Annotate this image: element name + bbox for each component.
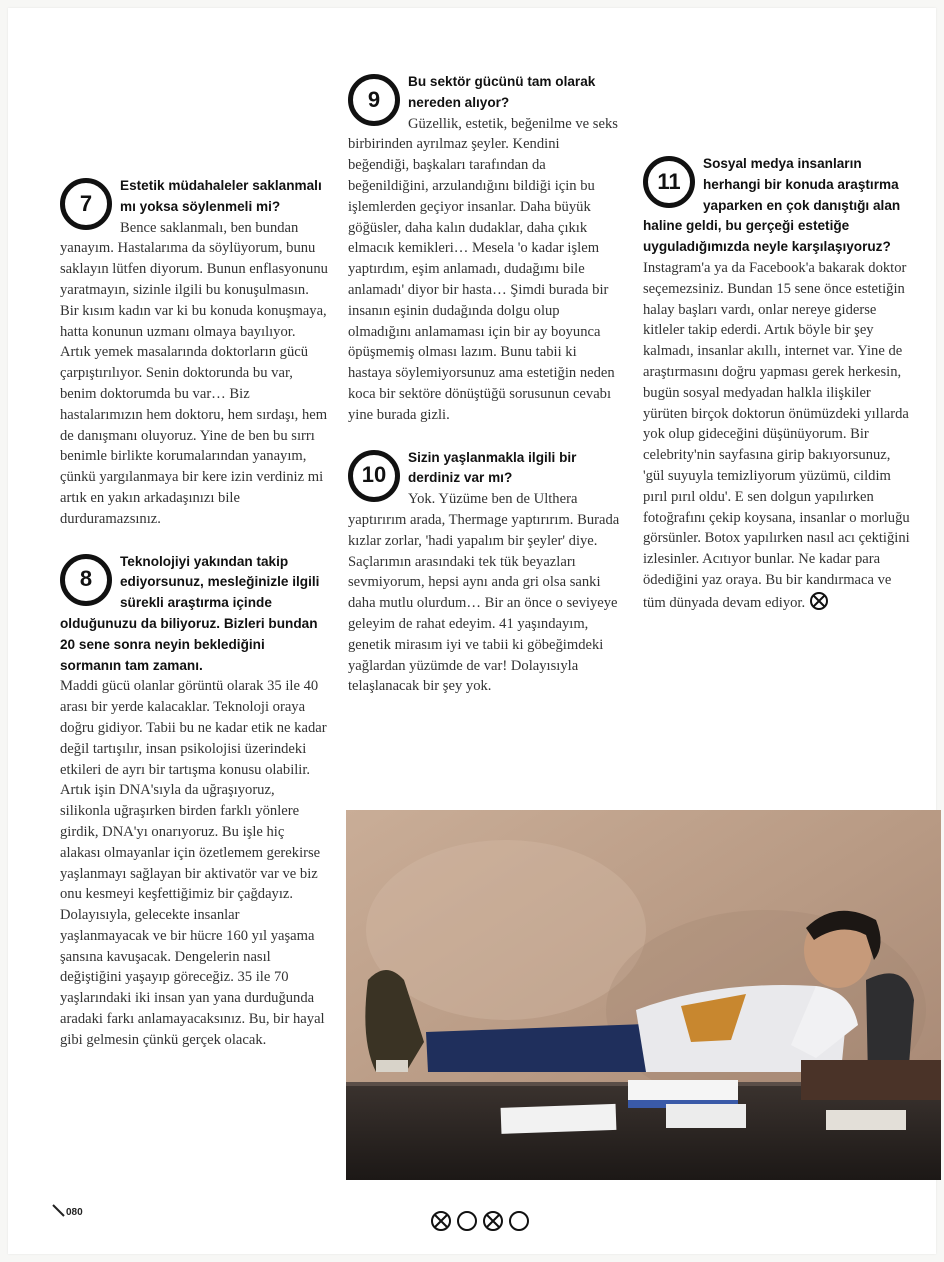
question-block-11 bbox=[643, 154, 911, 618]
open-circle-icon bbox=[456, 1210, 478, 1232]
answer-text bbox=[643, 258, 911, 618]
question-number-badge: 7 bbox=[60, 178, 112, 230]
question-heading bbox=[348, 448, 620, 490]
column-middle bbox=[348, 72, 620, 697]
question-text: Bu sektör gücünü tam olarak nereden alıyor? bbox=[408, 74, 596, 110]
question-text: Estetik müdahaleler saklanmalı mı yoksa söylenmeli mi? bbox=[120, 178, 322, 214]
crossed-circle-icon bbox=[482, 1210, 504, 1232]
page-number-text: 080 bbox=[66, 1207, 83, 1218]
answer-text-content: Instagram'a ya da Facebook'a bakarak doktor seçemezsiniz. Bundan 15 sene önce estetiğin halay başları vardı, onlar nereye giderse kitleler takip ederdi. Artık böyle bir şey kalmadı, insanlar akıllı, internet var. Yine de araştırmasını doğru yapması gerek herkesin, bugün sosyal medyadan halkla ilişkiler yürüten birçok doktorun önümüzdeki yıllarda yok olup gideceğini düşünüyorum. Bir celebrity'nin sayfasına girip bakıyorsunuz, 'gül suyuyla temizliyorum yüzümü, cildim pırıl pırıl oldu'. E sen dolgun yapılırken fotoğrafını çekip koysana, insanlar o morluğu görsünler. Botox yapılırken nasıl acı çektiğini izlesinler. Acıtıyor bunlar. Ne kadar para ödediğini yaz oraya. Bu bir kandırmaca ve tüm dünyada devam ediyor. bbox=[643, 259, 910, 611]
open-circle-icon bbox=[508, 1210, 530, 1232]
page-number bbox=[52, 1204, 83, 1218]
answer-text: Güzellik, estetik, beğenilme ve seks birbirinden ayrılmaz şeyler. Kendini beğendiği, başkaları tarafından da beğenildiğini, arzulandığını bildiği için bu işlemlerden geçiyor insanlar. Daha büyük göğüsler, daha kalın dudaklar, daha çıkık elmacık kemikleri… Mesela 'o kadar işlem yaptırdım, eşim anlamadı, dudağımı bile anlamadı' diyor bir hasta… Şimdi burada bir insanın eşinin dudağında dolgu olup olmadığını anlamaması için bir ay boyunca öpüşmemiş olması lazım. Bunu tabii ki hastaya söylemiyorsunuz ama estetiğin neden koca bir sektöre dönüştüğü sorusunun cevabı yine burada gizli. bbox=[348, 115, 618, 423]
corner-slash-icon bbox=[52, 1204, 66, 1218]
question-block-7 bbox=[60, 176, 328, 530]
answer-text: Yok. Yüzüme ben de Ulthera yaptırırım arada, Thermage yaptırırım. Burada kızlar zorlar, 'hadi yapalım bir şeyler' diye. Saçlarımın arasındaki tek tük beyazları sevmiyorum, hepsi aynı anda gri olsa sanki daha mutlu olurdum… Bir an önce o seviyeye geleyim de rahat edeyim. 41 yaşındayım, genetik mirasım iyi ve tabii ki göbeğimdeki yağlardan yüzümde de var! Dolayısıyla telaşlanacak bir şey yok. bbox=[348, 491, 620, 695]
question-block-8 bbox=[60, 552, 328, 1051]
question-number-badge: 8 bbox=[60, 554, 112, 606]
footer-ornament bbox=[430, 1210, 530, 1232]
crossed-circle-icon bbox=[430, 1210, 452, 1232]
question-text: Sosyal medya insanların herhangi bir konuda araştırma yaparken en çok danıştığı alan haline geldi, bu gerçeği estetiğe uyguladığımızda neyle karşılaşıyoruz? bbox=[643, 156, 901, 255]
question-text: Sizin yaşlanmakla ilgili bir derdiniz var mı? bbox=[408, 449, 577, 486]
portrait-photo-man-reclining-on-desk bbox=[346, 810, 941, 1180]
crossed-circle-icon bbox=[809, 591, 829, 618]
question-number-badge: 11 bbox=[643, 156, 695, 208]
column-left bbox=[60, 176, 328, 1051]
answer-text: Bence saklanmalı, ben bundan yanayım. Hastalarıma da söylüyorum, bunu saklayın lütfen diyorum. Bunun enflasyonunu yaratmayın, sizinle ilgili bu konuşulmasın. Bir kısım kadın var ki bu konuda konuşmaya, hatta konunun uzmanı olmaya bayılıyor. Artık yemek masalarında doktorların gücü çarpıştırılıyor. Senin doktorunda bu var, benim doktorumda bu var… Biz hastalarımızın hem doktoru, hem sırdaşı, hem de danışmanı oluyoruz. Yine de ben bu sırrı benimle birlikte korumalarından yanayım, çünkü yargılanmaya bir kere izin verdiniz mi artık en yakın arkadaşınızı bile durduramazsınız. bbox=[60, 219, 328, 527]
question-heading bbox=[60, 176, 328, 218]
question-block-10 bbox=[348, 448, 620, 698]
question-heading bbox=[60, 552, 328, 677]
column-right bbox=[643, 154, 911, 618]
answer-text: Maddi gücü olanlar görüntü olarak 35 ile 40 arası bir yerde kalacaklar. Teknoloji oraya doğru gidiyor. Tabii bu ne kadar etik ne kadar değil tartışılır, insan psikolojisi üzerindeki etkileri de ayrı bir tartışma konusu olabilir. Artık işin DNA'sıyla da uğraşıyoruz, silikonla uğraşırken birden farklı yönlere girdik, DNA'yı onarıyoruz. Bu işle hiç alakası olmayanlar için özetlemem gerekirse yaşlanmayı sağlayan bir aktivatör var ve biz onu kesmeyi keşfettiğimiz bir çağdayız. Dolayısıyla, gelecekte insanlar yaşlanmayacak ve bir hücre 160 yıl yaşama şansına kavuşacak. Dengelerin nasıl değiştiğini yaşayıp göreceğiz. 35 ile 70 yaşlarındaki iki insan yan yana durduğunda aradaki farkı anlamayacaksınız. Bu, bir hayal gibi gelmesin çünkü gerçek olacak. bbox=[60, 678, 327, 1048]
question-heading bbox=[348, 72, 620, 114]
question-number-badge: 9 bbox=[348, 74, 400, 126]
question-block-9 bbox=[348, 72, 620, 426]
question-number-badge: 10 bbox=[348, 450, 400, 502]
question-text: Teknolojiyi yakından takip ediyorsunuz, mesleğinizle ilgili sürekli araştırma içinde olduğunuzu da biliyoruz. Bizleri bundan 20 sene sonra neyin beklediğini sormanın tam zamanı. bbox=[60, 553, 320, 673]
question-heading bbox=[643, 154, 911, 258]
